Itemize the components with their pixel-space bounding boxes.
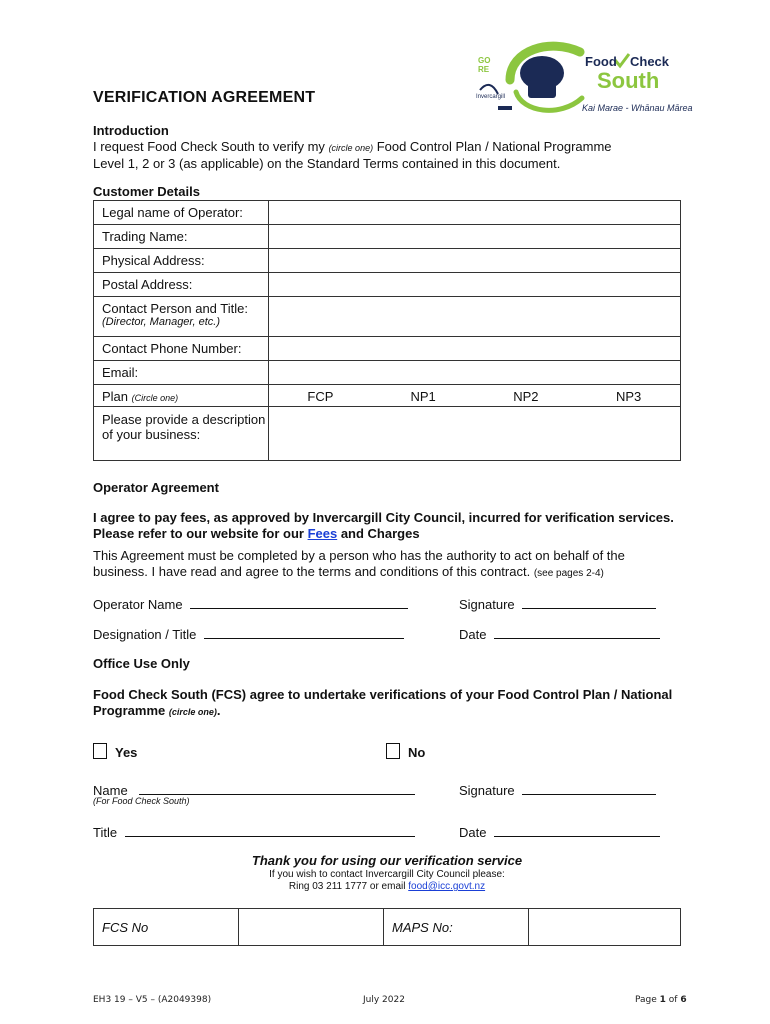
designation-row xyxy=(93,625,404,643)
fees-text-part2: and Charges xyxy=(337,526,420,541)
no-checkbox[interactable] xyxy=(386,743,400,759)
page-title: VERIFICATION AGREEMENT xyxy=(93,89,316,106)
yes-option[interactable] xyxy=(93,743,137,761)
thanks-heading: Thank you for using our verification service xyxy=(251,853,523,868)
description-label: Please provide a description of your business: xyxy=(94,407,269,461)
contact-person-label: Contact Person and Title: xyxy=(102,301,248,316)
contact-person-field[interactable] xyxy=(269,297,681,337)
maps-no-label: MAPS No: xyxy=(384,909,529,946)
email-link[interactable]: food@icc.govt.nz xyxy=(408,881,486,892)
fcs-no-field[interactable] xyxy=(239,909,384,946)
plan-label: Plan xyxy=(102,389,129,404)
trading-name-field[interactable] xyxy=(269,225,681,249)
operator-name-line[interactable] xyxy=(190,595,408,609)
customer-heading: Customer Details xyxy=(93,184,200,199)
intro-text xyxy=(93,139,693,172)
fcs-title-line[interactable] xyxy=(125,823,415,837)
thanks-line2 xyxy=(93,881,681,892)
agreement-body: This Agreement must be completed by a person who has the authority to act on behalf of the business. I have read and agree to the terms and conditions of this contract. xyxy=(93,548,625,579)
page-of: of xyxy=(665,995,681,1005)
logo xyxy=(470,40,700,120)
office-period: . xyxy=(216,703,221,718)
intro-circle-one: (circle one) xyxy=(328,143,374,153)
operator-signature-label: Signature xyxy=(459,597,515,612)
yes-checkbox[interactable] xyxy=(93,743,107,759)
invercargill-logo-text: Invercargill xyxy=(476,94,506,100)
fcs-no-label: FCS No xyxy=(94,909,239,946)
fcs-name-line[interactable] xyxy=(139,781,415,795)
email-field[interactable] xyxy=(269,361,681,385)
brand-check: Check xyxy=(630,54,670,69)
designation-label: Designation / Title xyxy=(93,627,197,642)
plan-option-np2[interactable]: NP2 xyxy=(513,389,539,404)
plan-label-cell xyxy=(94,385,269,407)
description-field[interactable] xyxy=(269,407,681,461)
legal-name-label: Legal name of Operator: xyxy=(94,201,269,225)
for-fcs-note: (For Food Check South) xyxy=(93,796,190,806)
fcs-table xyxy=(93,908,681,946)
postal-address-field[interactable] xyxy=(269,273,681,297)
page-total: 6 xyxy=(680,995,687,1005)
plan-option-np1[interactable]: NP1 xyxy=(410,389,436,404)
footer-date: July 2022 xyxy=(363,995,405,1005)
thanks-ring: Ring 03 211 1777 or email xyxy=(288,881,409,892)
fcs-title-row xyxy=(93,823,415,841)
brand-food: Food xyxy=(585,54,617,69)
maps-no-field[interactable] xyxy=(529,909,681,946)
no-label: No xyxy=(408,745,426,760)
see-pages-note: (see pages 2-4) xyxy=(533,568,604,579)
operator-name-label: Operator Name xyxy=(93,597,183,612)
postal-address-label: Postal Address: xyxy=(94,273,269,297)
contact-phone-field[interactable] xyxy=(269,337,681,361)
agreement-text xyxy=(93,548,683,582)
fees-text xyxy=(93,510,683,542)
operator-name-row xyxy=(93,595,408,613)
fcs-date-label: Date xyxy=(459,825,487,840)
fcs-title-label: Title xyxy=(93,825,118,840)
fees-text-part1: I agree to pay fees, as approved by Invercargill City Council, incurred for verification services. Please refer to our website for our xyxy=(93,510,674,541)
intro-text-line2: Level 1, 2 or 3 (as applicable) on the Standard Terms contained in this document. xyxy=(93,156,561,171)
yes-label: Yes xyxy=(115,745,138,760)
physical-address-field[interactable] xyxy=(269,249,681,273)
office-text-body: Food Check South (FCS) agree to undertake verifications of your Food Control Plan / National Programme xyxy=(93,687,673,718)
intro-heading: Introduction xyxy=(93,123,169,138)
operator-heading: Operator Agreement xyxy=(93,480,219,495)
plan-circle-one: (Circle one) xyxy=(131,393,179,403)
operator-date-line[interactable] xyxy=(494,625,660,639)
fcs-name-label: Name xyxy=(93,783,128,798)
office-heading: Office Use Only xyxy=(93,656,190,671)
physical-address-label: Physical Address: xyxy=(94,249,269,273)
fcs-date-row xyxy=(459,823,660,841)
fcs-signature-label: Signature xyxy=(459,783,515,798)
brand-tagline: Kai Marae - Whānau Mārea xyxy=(582,103,693,113)
fcs-signature-line[interactable] xyxy=(522,781,656,795)
email-label: Email: xyxy=(94,361,269,385)
thanks-line1: If you wish to contact Invercargill City Council please: xyxy=(269,869,505,880)
plan-option-np3[interactable]: NP3 xyxy=(615,389,642,404)
intro-text-part2: Food Control Plan / National Programme xyxy=(373,139,612,154)
customer-details-table xyxy=(93,200,681,461)
contact-phone-label: Contact Phone Number: xyxy=(94,337,269,361)
legal-name-field[interactable] xyxy=(269,201,681,225)
footer-ref: EH3 19 – V5 – (A2049398) xyxy=(93,995,212,1005)
trading-name-label: Trading Name: xyxy=(94,225,269,249)
contact-person-label-cell xyxy=(94,297,269,337)
no-option[interactable] xyxy=(386,743,425,761)
office-circle-one: (circle one) xyxy=(168,707,217,717)
page-prefix: Page xyxy=(635,995,660,1005)
operator-signature-line[interactable] xyxy=(522,595,656,609)
page-number: 1 xyxy=(659,995,666,1005)
contact-person-sub: (Director, Manager, etc.) xyxy=(102,316,220,328)
gore-logo-text: GO RE xyxy=(478,56,491,74)
footer-page xyxy=(635,995,687,1005)
operator-signature-row xyxy=(459,595,656,613)
office-text xyxy=(93,687,693,720)
operator-date-label: Date xyxy=(459,627,487,642)
fcs-signature-row xyxy=(459,781,656,799)
plan-option-fcp[interactable]: FCP xyxy=(307,389,334,404)
fees-link[interactable]: Fees xyxy=(307,526,338,541)
designation-line[interactable] xyxy=(204,625,404,639)
intro-text-part1: I request Food Check South to verify my xyxy=(93,139,329,154)
brand-south: South xyxy=(597,68,660,93)
operator-date-row xyxy=(459,625,660,643)
fcs-date-line[interactable] xyxy=(494,823,660,837)
plan-options-cell xyxy=(269,385,681,407)
